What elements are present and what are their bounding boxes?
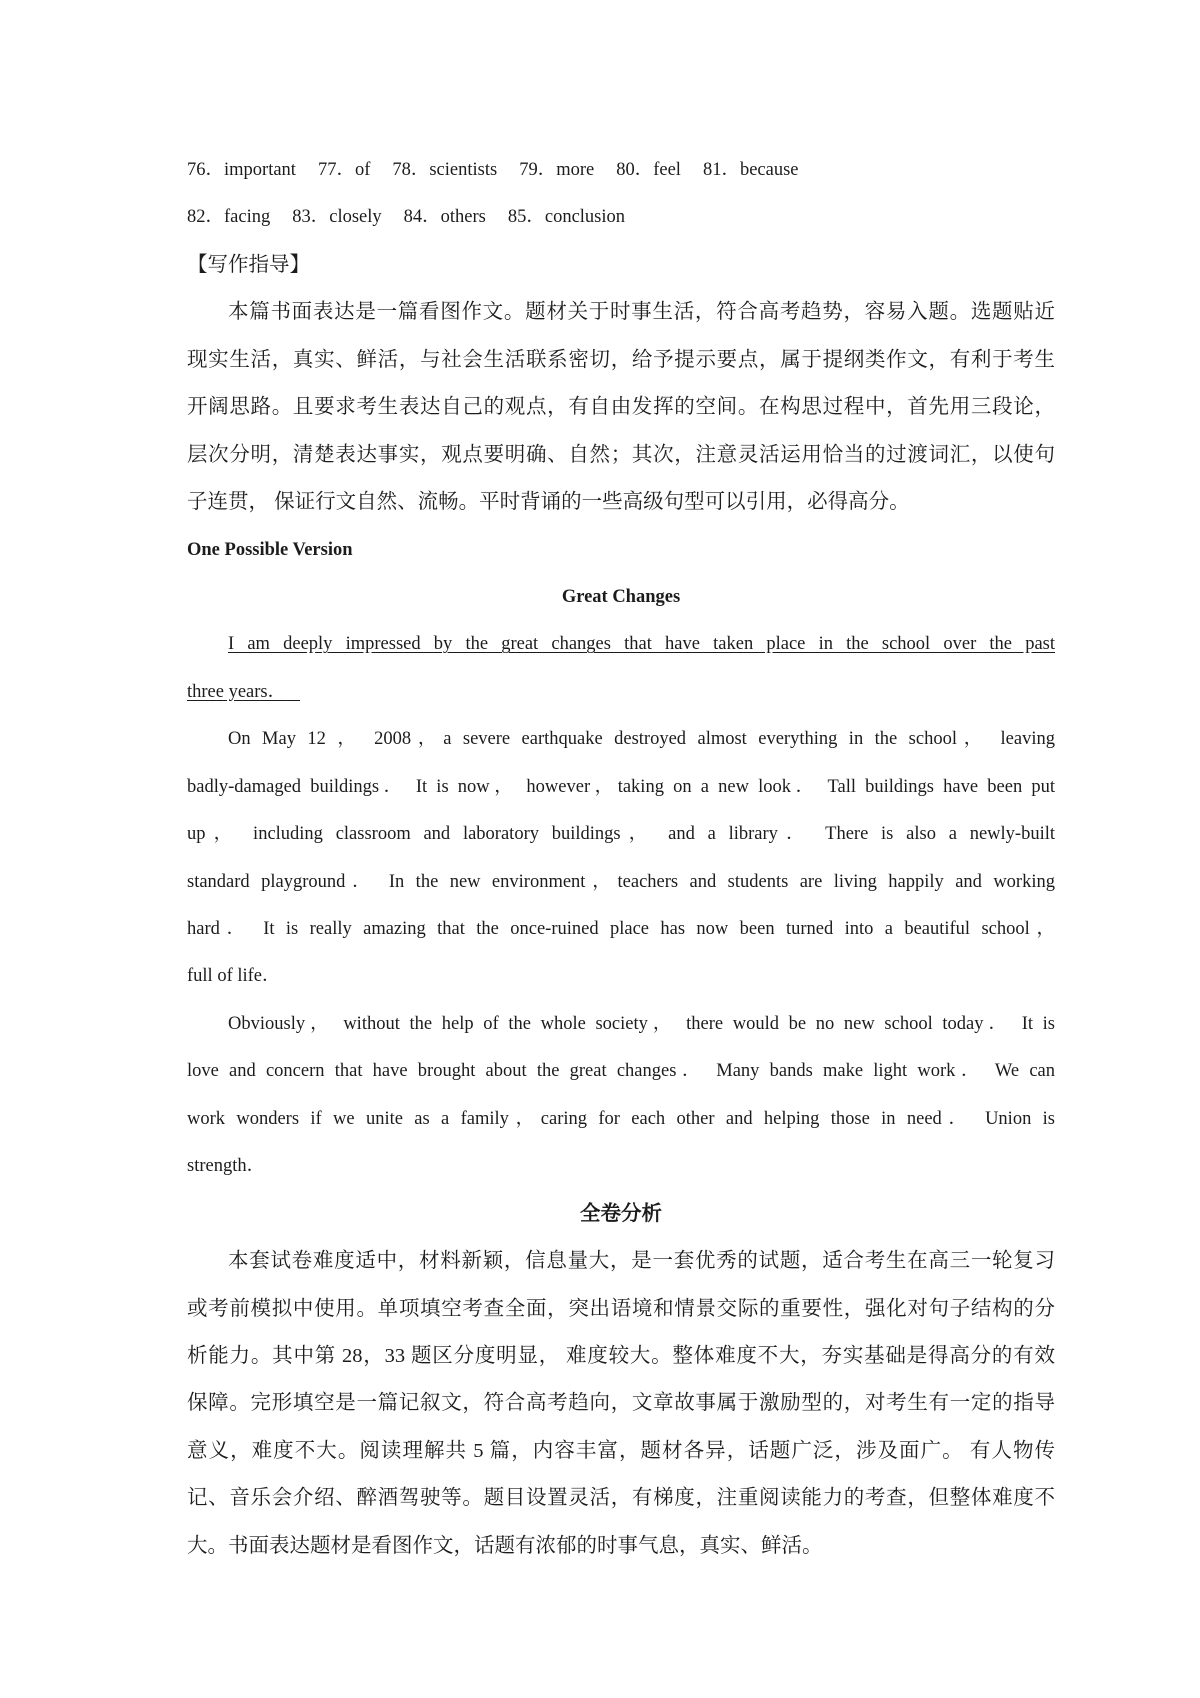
answer-item: 84．others [403,207,486,228]
analysis-text-line: 大。书面表达题材是看图作文，话题有浓郁的时事气息，真实、鲜活。 [187,1534,823,1557]
answer-item: 79．more [519,160,595,180]
essay-text-line: standard playground． In the new environment，teachers and students are living happily and working [187,871,1055,892]
guide-text-line: 层次分明，清楚表达事实，观点要明确、自然；其次，注意灵活运用恰当的过渡词汇，以使句 [187,443,1055,466]
page-content [187,147,1055,1570]
answer-key-row-1 [187,147,1055,194]
essay-paragraph-3 [187,1001,1055,1191]
answer-item: 80．feel [616,160,681,180]
analysis-text-line: 本套试卷难度适中，材料新颖，信息量大，是一套优秀的试题，适合考生在高三一轮复习 [228,1250,1055,1273]
analysis-heading: 全卷分析 [580,1202,662,1225]
analysis-text-line: 析能力。其中第 28，33 题区分度明显， 难度较大。整体难度不大，夯实基础是得高分的有效 [187,1344,1055,1367]
answer-item: 81．because [702,160,799,180]
essay-text-line: hard． It is really amazing that the once-ruined place has now been turned into a beautiful school， [187,919,1055,939]
analysis-text-line: 或考前模拟中使用。单项填空考查全面，突出语境和情景交际的重要性，强化对句子结构的分 [187,1297,1055,1320]
answer-item: 78．scientists [392,160,498,180]
answer-item: 83．closely [292,207,382,228]
answer-item: 82．facing [187,207,271,228]
essay-text-line: badly-damaged buildings． It is now， however，taking on a new look． Tall buildings have been put [187,776,1055,797]
essay-text-line: full of life． [187,966,281,987]
analysis-paragraph [187,1238,1055,1570]
writing-guide-paragraph [187,289,1055,526]
guide-text-line: 现实生活，真实、鲜活，与社会生活联系密切，给予提示要点，属于提纲类作文，有利于考生 [187,348,1055,371]
essay-text-line: strength． [187,1156,266,1177]
answer-key-row-2 [187,194,1055,241]
analysis-text-line: 记、音乐会介绍、醉酒驾驶等。题目设置灵活，有梯度，注重阅读能力的考查，但整体难度不 [187,1487,1055,1510]
answer-item: 77．of [317,160,371,180]
essay-text-line: love and concern that have brought about the great changes． Many bands make light work． We can [187,1061,1055,1082]
analysis-text-line: 意义，难度不大。阅读理解共 5 篇，内容丰富，题材各异，话题广泛，涉及面广。 有人物传 [187,1439,1055,1462]
essay-opening-paragraph [187,621,1055,716]
writing-guide-heading: 【写作指导】 [187,253,310,276]
essay-text-line: On May 12 ， 2008，a severe earthquake destroyed almost everything in the school， leaving [228,729,1055,750]
answer-item: 85．conclusion [507,207,626,228]
essay-paragraph-2 [187,716,1055,1001]
essay-text-line-wrapper [187,669,1055,716]
answer-item: 76．important [187,160,296,180]
essay-text-line: Obviously， without the help of the whole society， there would be no new school today． It is [228,1013,1055,1034]
analysis-text-line: 保障。完形填空是一篇记叙文，符合高考趋向，文章故事属于激励型的，对考生有一定的指导 [187,1392,1055,1415]
guide-text-line: 本篇书面表达是一篇看图作文。题材关于时事生活，符合高考趋势，容易入题。选题贴近 [228,301,1055,324]
essay-text-line: up， including classroom and laboratory buildings， and a library． There is also a newly-built [187,824,1055,845]
essay-text-line: I am deeply impressed by the great changes that have taken place in the school over the past [228,634,1055,655]
essay-title: Great Changes [561,586,681,607]
guide-text-line: 开阔思路。且要求考生表达自己的观点，有自由发挥的空间。在构思过程中，首先用三段论， [187,396,1055,419]
essay-text-line: work wonders if we unite as a family，caring for each other and helping those in need． Union is [187,1108,1055,1129]
sample-version-label: One Possible Version [187,539,353,560]
guide-text-line: 子连贯， 保证行文自然、流畅。平时背诵的一些高级句型可以引用，必得高分。 [187,491,910,514]
essay-text-line: three years． [187,681,287,702]
